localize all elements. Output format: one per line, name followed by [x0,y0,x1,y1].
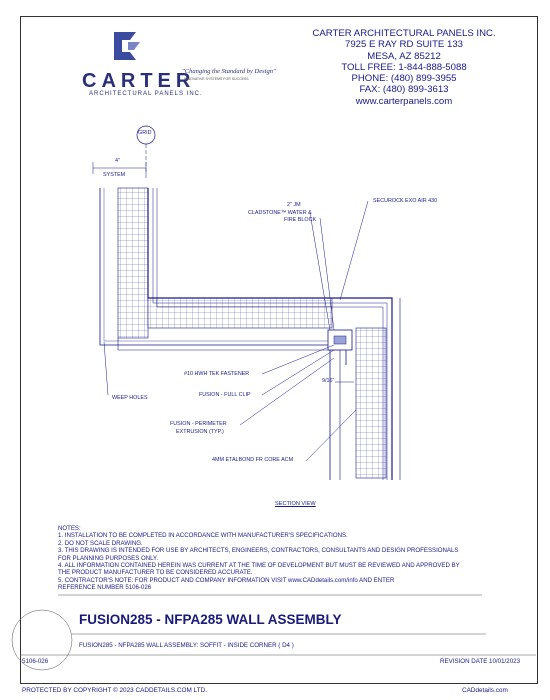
address-line-2: MESA, AZ 85212 [367,50,441,62]
copyright-footer: PROTECTED BY COPYRIGHT © 2023 CADDETAILS.COM LTD. [22,687,207,694]
perimeter-label-1: FUSION - PERIMETER [170,421,227,427]
notes-heading: NOTES: [58,525,81,532]
note-line: 4. ALL INFORMATION CONTAINED HEREIN WAS CURRENT AT THE TIME OF DEVELOPMENT BUT MUST BE REVIEWED AND APPROVED BY [58,562,460,570]
cladstone-label-2: FIRE BLOCK [284,217,317,223]
company-slogan: "Changing the Standard by Design" [182,68,276,75]
note-line: THE PRODUCT MANUFACTURER TO BE CONSIDERED ACCURATE. [58,569,253,577]
dimension-916: 9/16" [322,378,335,384]
logo-subtext: ARCHITECTURAL PANELS INC. [89,91,203,97]
slogan-subtext: INNOVATIVE SYSTEMS FOR SUCCESS [184,77,249,81]
drawing-subtitle: FUSION285 - NFPA285 WALL ASSEMBLY: SOFFIT - INSIDE CORNER ( D4 ) [79,642,294,649]
note-line: 1. INSTALLATION TO BE COMPLETED IN ACCORDANCE WITH MANUFACTURER'S SPECIFICATIONS. [58,532,348,540]
tek-fastener-label: #10 HWH TEK FASTENER [184,371,250,377]
grid-label: GRID [138,130,152,136]
website-link[interactable]: www.carterpanels.com [355,95,453,107]
acm-label: 4MM ETALBOND FR CORE ACM [212,457,294,463]
fax: FAX: (480) 899-3613 [359,84,449,96]
section-view-title: SECTION VIEW [275,501,316,507]
note-line: REFERENCE NUMBER 5106-026 [58,584,152,592]
logo-wordmark: CARTER [82,70,196,92]
toll-free: TOLL FREE: 1-844-888-5088 [341,61,467,73]
jm-label: 2" JM [287,202,301,208]
note-line: FOR PLANNING PURPOSES ONLY. [58,554,159,562]
securock-label: SECUROCK EXO AIR 430 [373,198,438,204]
sheet-number: 5106-026 [22,658,49,665]
note-line: 2. DO NOT SCALE DRAWING. [58,539,143,547]
drawing-title: FUSION285 - NFPA285 WALL ASSEMBLY [79,612,342,627]
full-clip-label: FUSION - FULL CLIP [199,392,251,398]
phone: PHONE: (480) 899-3955 [351,73,457,85]
weep-holes-label: WEEP HOLES [112,395,148,401]
note-line: 3. THIS DRAWING IS INTENDED FOR USE BY ARCHITECTS, ENGINEERS, CONTRACTORS, CONSULTANTS AND DESIGN PROFESSIONALS [58,547,459,555]
company-name: CARTER ARCHITECTURAL PANELS INC. [312,28,496,39]
cladstone-label-1: CLADSTONE™ WATER & [248,210,312,216]
revision-date: REVISION DATE 10/01/2023 [440,658,521,665]
perimeter-label-2: EXTRUSION (TYP.) [176,429,224,435]
note-line: 5. CONTRACTOR'S NOTE: FOR PRODUCT AND COMPANY INFORMATION VISIT www.CADdetails.com/info AND ENTER [58,576,395,584]
address-line-1: 7925 E RAY RD SUITE 133 [344,39,464,51]
dimension-4in: 4" [115,158,120,164]
system-label: SYSTEM [103,172,126,178]
caddetails-link[interactable]: CADdetails.com [462,687,508,694]
